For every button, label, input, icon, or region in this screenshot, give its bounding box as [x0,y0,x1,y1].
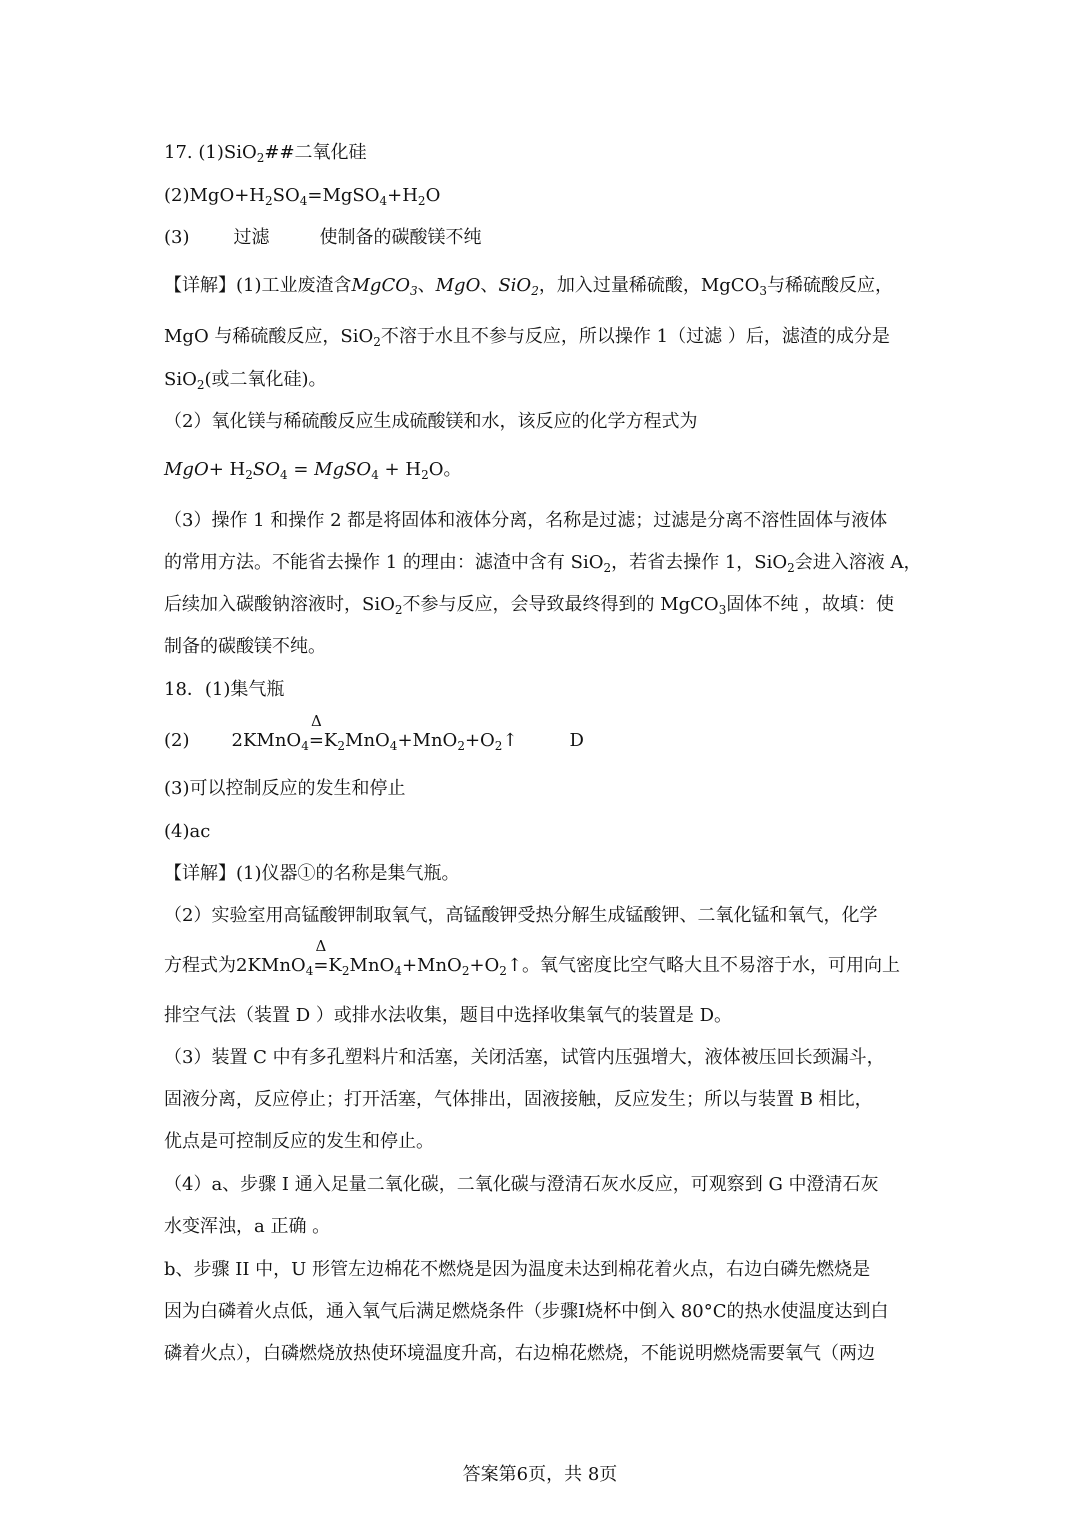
q18-answer-3: (3)可以控制反应的发生和停止 [164,778,406,799]
q18-answer-4: (4)ac [164,821,211,842]
q18-answer-2: (2) 2KMnO$_4$ Δ $=K_2MnO_4+MnO_2+O_2↑$ D [164,712,584,753]
page-footer: 答案第6页，共 8页 [462,1464,618,1485]
q18-detail-2c: 排空气法（装置 D ）或排水法收集，题目中选择收集氧气的装置是 D。 [164,1005,733,1026]
q17-answer-2: $(2)MgO+H_2SO_4=MgSO_4+H_2O$ [164,185,441,208]
q17-detail-3c: 后续加入碳酸钠溶液时，SiO$_2$不参与反应，会导致最终得到的 MgCO$_3$固体不纯 ，故填：使 [164,594,895,617]
heat-condition-sign: Δ = [313,937,329,976]
q17-equation-2: $MgO+ H_2SO_4$ = MgSO$_4$ + $H_2O$。 [164,459,462,482]
q18-detail-3a: （3）装置 C 中有多孔塑料片和活塞，关闭活塞，试管内压强增大，液体被压回长颈漏斗， [164,1047,885,1068]
q17-detail-2: （2）氧化镁与稀硫酸反应生成硫酸镁和水，该反应的化学方程式为 [164,411,698,432]
q17-answer-1: 17. (1)SiO$_2$##二氧化硅 [164,142,367,165]
q17-detail-3b: 的常用方法。不能省去操作 1 的理由：滤渣中含有 SiO$_2$，若省去操作 1，SiO$_2$会进入溶液 A， [164,552,922,575]
q18-detail-4a: （4）a、步骤 I 通入足量二氧化碳，二氧化碳与澄清石灰水反应，可观察到 G 中澄清石灰 [164,1174,879,1195]
q18-detail-2a: （2）实验室用高锰酸钾制取氧气，高锰酸钾受热分解生成锰酸钾、二氧化锰和氧气，化学 [164,905,878,926]
q17-detail-3a: （3）操作 1 和操作 2 都是将固体和液体分离，名称是过滤；过滤是分离不溶性固体与液体 [164,510,888,531]
q18-detail-3c: 优点是可控制反应的发生和停止。 [164,1131,434,1152]
q18-detail-2b: 方程式为2KMnO$_4$ Δ $=K_2MnO_4+MnO_2+O_2↑$。氧气密度比空气略大且不易溶于水，可用向上 [164,937,901,978]
q18-detail-1: 【详解】(1)仪器①的名称是集气瓶。 [164,863,460,884]
q17-detail-1: 【详解】(1)工业废渣含MgCO$_3$、MgO、SiO$_2$，加入过量稀硫酸，MgCO$_3$与稀硫酸反应， [164,275,893,298]
q17-answer-3: (3) 过滤 使制备的碳酸镁不纯 [164,227,482,248]
q18-detail-4c: b、步骤 II 中，U 形管左边棉花不燃烧是因为温度未达到棉花着火点，右边白磷先燃烧是 [164,1259,871,1280]
q18-detail-4e: 磷着火点），白磷燃烧放热使环境温度升高，右边棉花燃烧，不能说明燃烧需要氧气（两边 [164,1343,875,1364]
q18-detail-3b: 固液分离，反应停止；打开活塞，气体排出，固液接触，反应发生；所以与装置 B 相比， [164,1089,873,1110]
q18-detail-4d: 因为白磷着火点低，通入氧气后满足燃烧条件（步骤I烧杯中倒入 80°C的热水使温度达到白 [164,1301,889,1322]
q17-detail-1b: MgO 与稀硫酸反应，SiO$_2$不溶于水且不参与反应，所以操作 1（过滤 ）后，滤渣的成分是 [164,326,890,349]
q17-detail-3d: 制备的碳酸镁不纯。 [164,636,326,657]
q18-detail-4b: 水变浑浊，a 正确 。 [164,1216,331,1237]
q17-detail-1c: SiO$_2$(或二氧化硅)。 [164,369,327,392]
heat-condition-sign: Δ = [308,712,324,751]
q18-answer-1: 18．(1)集气瓶 [164,679,285,700]
